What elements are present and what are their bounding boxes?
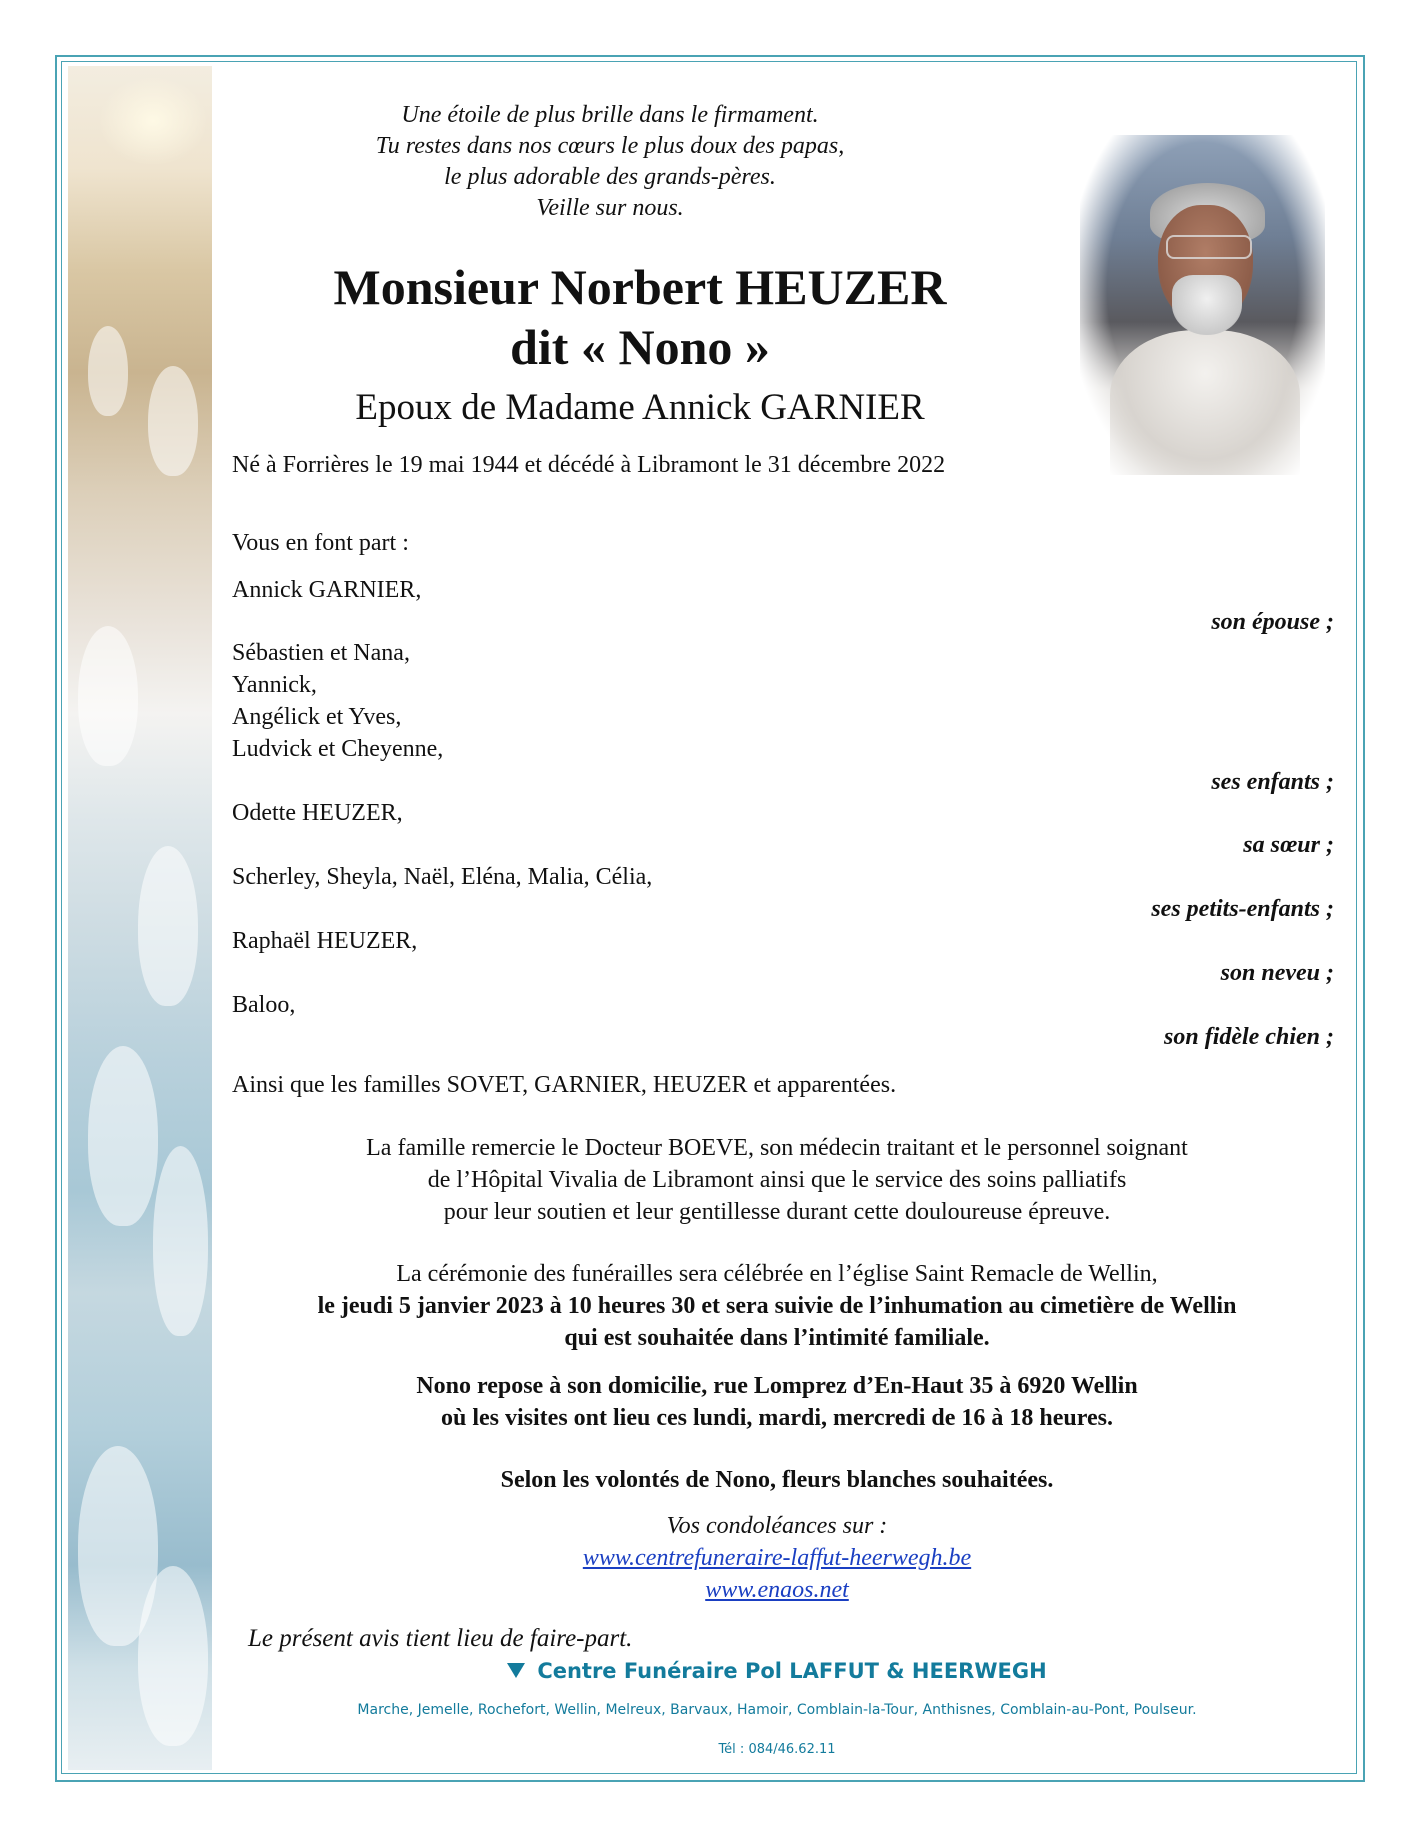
ceremony-line: qui est souhaitée dans l’intimité familiale. [564, 1325, 990, 1351]
condolences-link[interactable]: www.centrefuneraire-laffut-heerwegh.be [582, 1545, 972, 1571]
visit-line: où les visites ont lieu ces lundi, mardi, mercredi de 16 à 18 heures. [441, 1405, 1113, 1431]
family-member: Odette HEUZER, [232, 800, 403, 826]
family-member: Angélick et Yves, [232, 704, 402, 730]
family-member: Baloo, [232, 992, 296, 1018]
family-member: Annick GARNIER, [232, 577, 422, 603]
funeral-home-label: Centre Funéraire Pol LAFFUT & HEERWEGH [537, 1659, 1047, 1683]
thanks-line: pour leur soutien et leur gentillesse durant cette douloureuse épreuve. [443, 1199, 1111, 1225]
poem [275, 100, 945, 224]
funeral-home-phone: Tél : 084/46.62.11 [718, 1742, 836, 1757]
deceased-nickname: dit « Nono » [510, 319, 770, 375]
triangle-down-icon [507, 1663, 525, 1678]
spouse-line: Epoux de Madame Annick GARNIER [355, 387, 925, 428]
families-line: Ainsi que les familles SOVET, GARNIER, HEUZER et apparentées. [232, 1072, 897, 1098]
funeral-home-towns: Marche, Jemelle, Rochefort, Wellin, Melreux, Barvaux, Hamoir, Comblain-la-Tour, Anthisnes, Comblain-au-Pont, Poulseur. [357, 1702, 1197, 1718]
funeral-home-name [232, 1656, 1322, 1686]
relationship-label: son fidèle chien ; [1164, 1024, 1334, 1050]
poem-line: Veille sur nous. [536, 195, 684, 221]
relationship-label: son neveu ; [1220, 960, 1334, 986]
family-member: Scherley, Sheyla, Naël, Eléna, Malia, Célia, [232, 864, 653, 890]
deceased-name: Monsieur Norbert HEUZER [333, 259, 947, 315]
poem-line: Une étoile de plus brille dans le firmament. [401, 102, 819, 128]
family-member: Raphaël HEUZER, [232, 928, 418, 954]
ceremony-line: La cérémonie des funérailles sera célébrée en l’église Saint Remacle de Wellin, [396, 1261, 1158, 1287]
poem-line: Tu restes dans nos cœurs le plus doux des papas, [375, 133, 845, 159]
flowers-line: Selon les volontés de Nono, fleurs blanches souhaitées. [500, 1467, 1054, 1493]
thanks-block [232, 1132, 1322, 1228]
family-member: Sébastien et Nana, [232, 640, 410, 666]
poem-line: le plus adorable des grands-pères. [444, 164, 776, 190]
winter-landscape-image [68, 66, 212, 1770]
relationship-label: ses petits-enfants ; [1151, 896, 1334, 922]
condolences-block [232, 1510, 1322, 1606]
portrait-photo [1080, 135, 1325, 475]
birth-death-line: Né à Forrières le 19 mai 1944 et décédé à Libramont le 31 décembre 2022 [232, 452, 946, 478]
ceremony-block [232, 1258, 1322, 1354]
relationship-label: ses enfants ; [1211, 769, 1334, 795]
intro-text: Vous en font part : [232, 530, 409, 556]
visit-block [232, 1370, 1322, 1434]
thanks-line: La famille remercie le Docteur BOEVE, son médecin traitant et le personnel soignant [366, 1135, 1188, 1161]
condolences-link[interactable]: www.enaos.net [705, 1577, 849, 1603]
relationship-label: sa sœur ; [1243, 832, 1334, 858]
visit-line: Nono repose à son domicilie, rue Lomprez d’En-Haut 35 à 6920 Wellin [416, 1373, 1138, 1399]
family-member: Ludvick et Cheyenne, [232, 736, 444, 762]
condolences-label: Vos condoléances sur : [666, 1513, 888, 1539]
notice-line: Le présent avis tient lieu de faire-part. [248, 1625, 633, 1652]
ceremony-line: le jeudi 5 janvier 2023 à 10 heures 30 et sera suivie de l’inhumation au cimetière de Wellin [317, 1293, 1237, 1319]
family-member: Yannick, [232, 672, 317, 698]
thanks-line: de l’Hôpital Vivalia de Libramont ainsi que le service des soins palliatifs [427, 1167, 1127, 1193]
relationship-label: son épouse ; [1211, 609, 1334, 635]
